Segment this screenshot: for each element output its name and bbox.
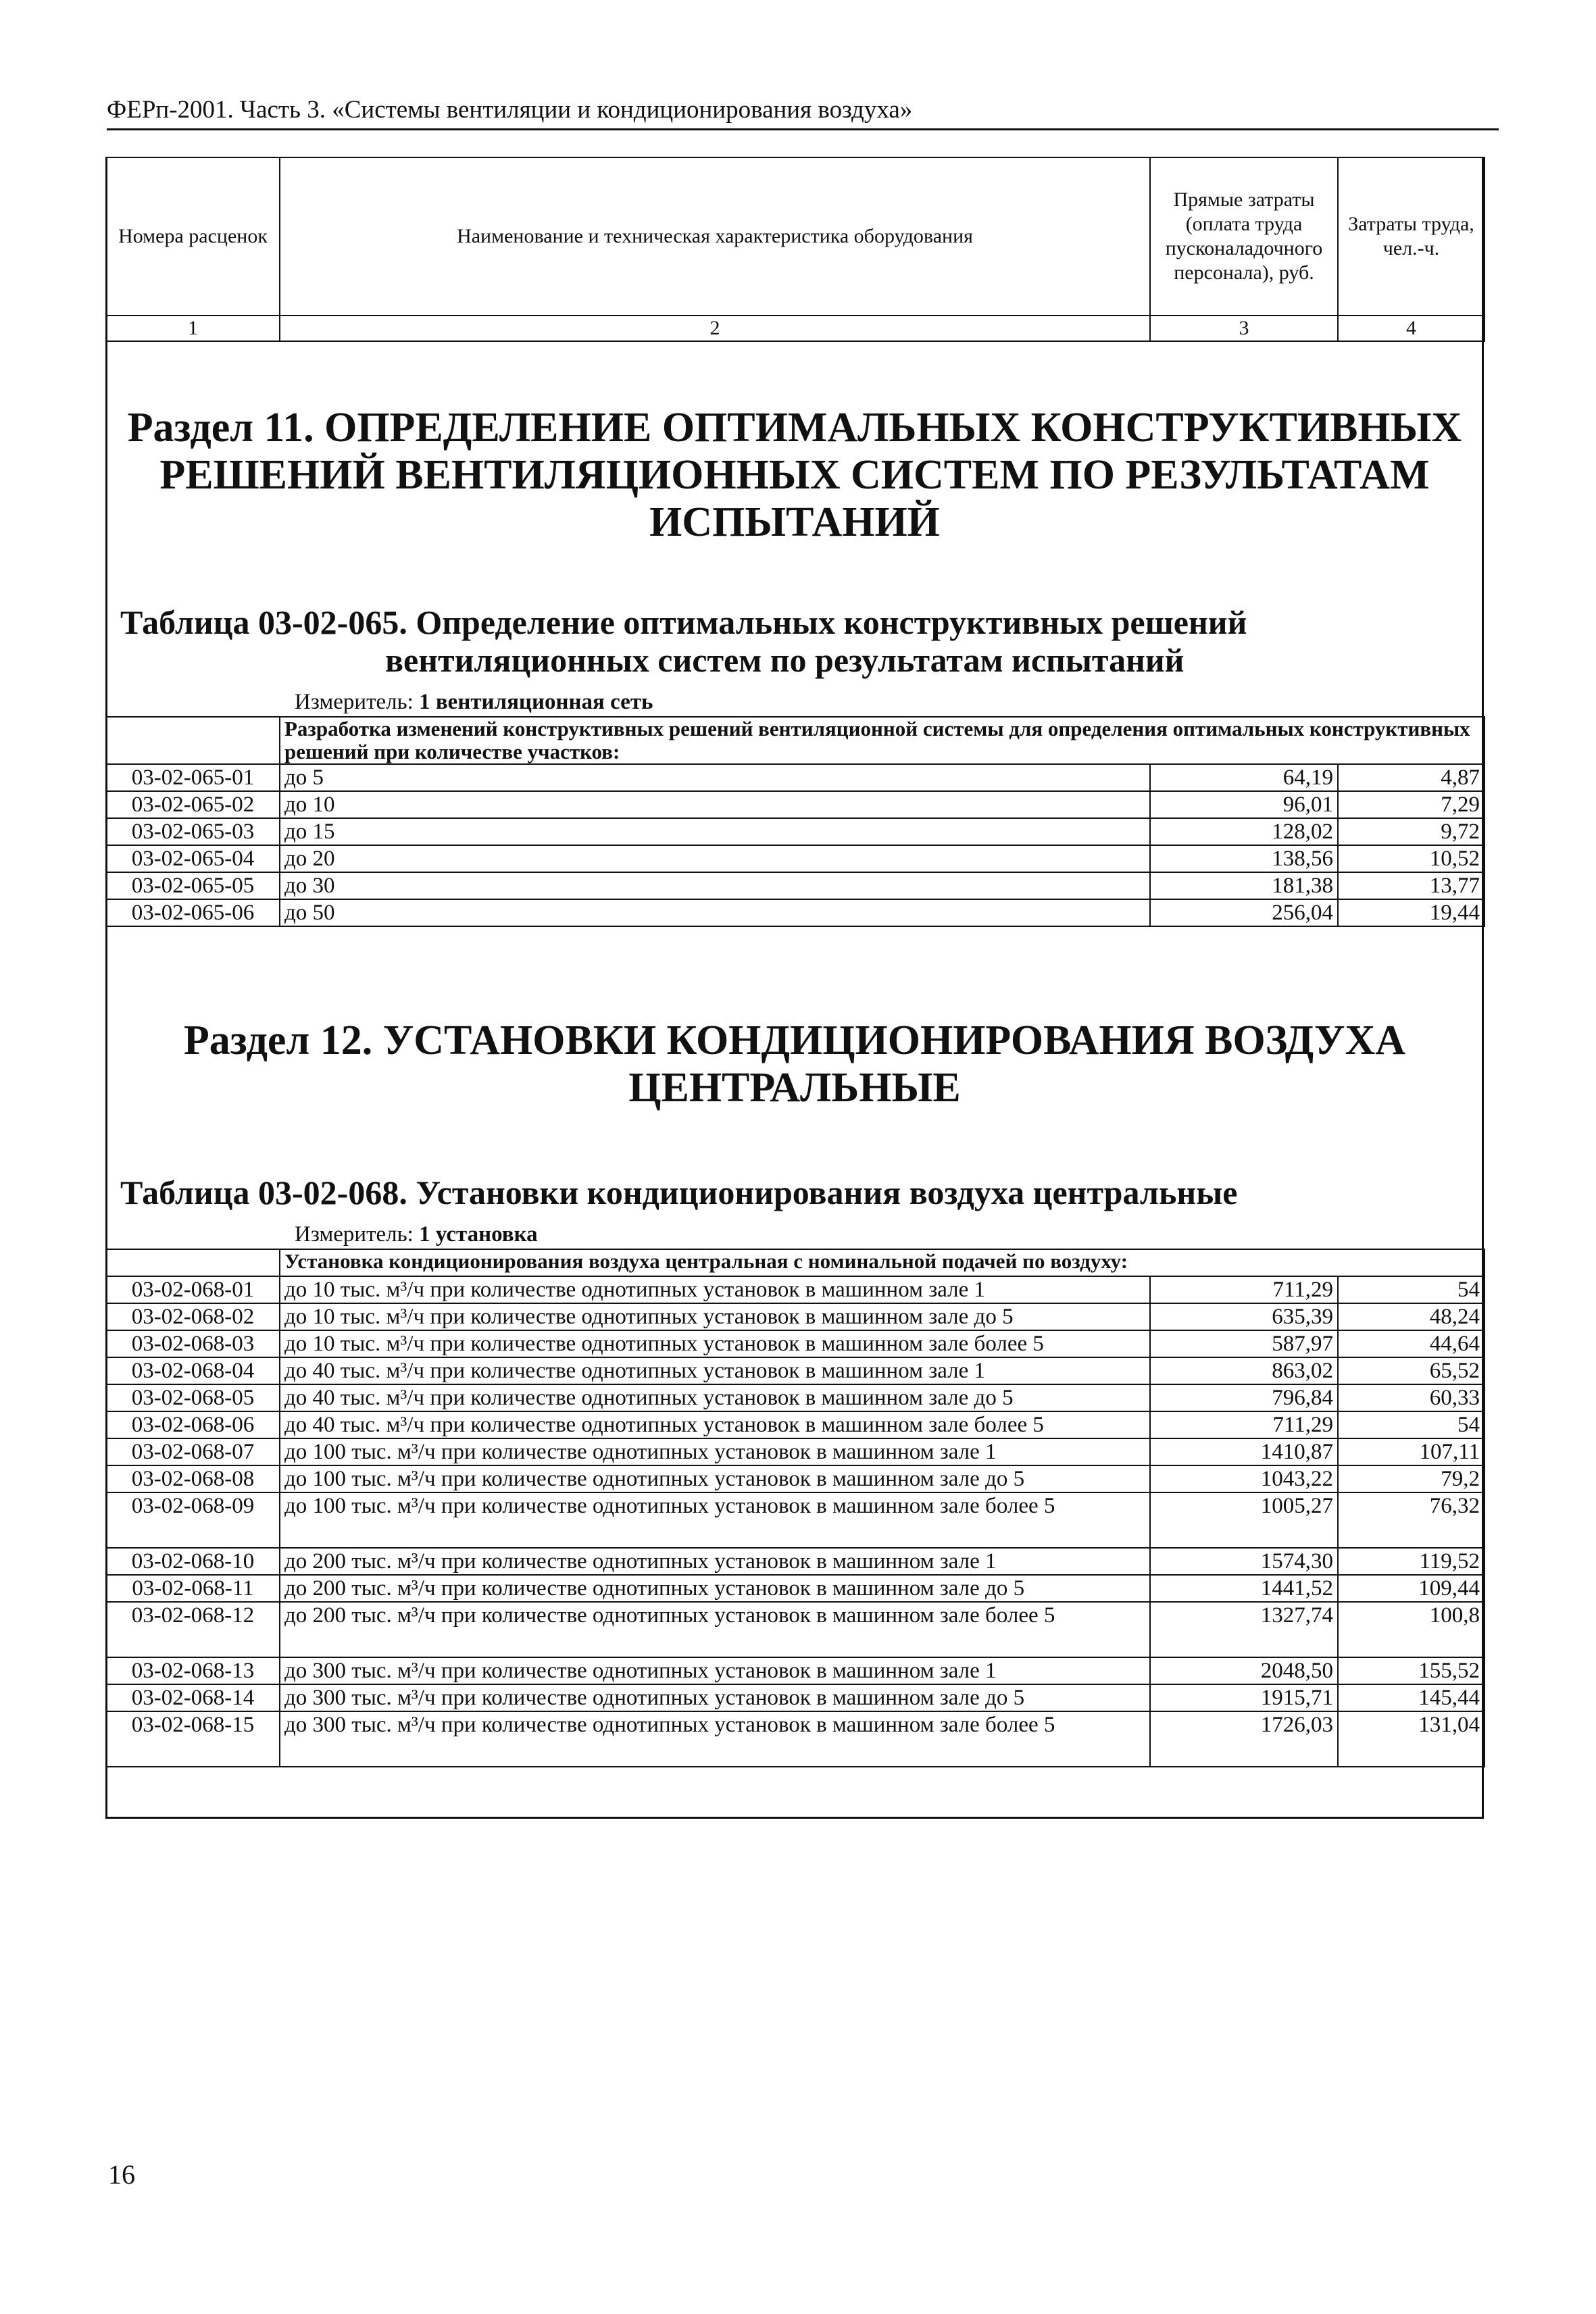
table-row xyxy=(106,1492,1485,1548)
rate-name: до 30 xyxy=(280,872,1150,899)
labor-cost: 79,2 xyxy=(1338,1465,1485,1492)
document-title: ФЕРп-2001. Часть 3. «Системы вентиляции и кондиционирования воздуха» xyxy=(107,96,913,124)
direct-cost: 711,29 xyxy=(1150,1276,1338,1303)
table-row xyxy=(106,1303,1485,1330)
labor-cost: 48,24 xyxy=(1338,1303,1485,1330)
table-068 xyxy=(105,1249,1485,1767)
rate-code: 03-02-068-09 xyxy=(106,1492,280,1548)
rate-name: до 10 тыс. м³/ч при количестве однотипных установок в машинном зале 1 xyxy=(280,1276,1150,1303)
rate-code: 03-02-065-01 xyxy=(106,764,280,791)
table-row xyxy=(106,1711,1485,1767)
table-row xyxy=(106,1575,1485,1602)
direct-cost: 1574,30 xyxy=(1150,1548,1338,1575)
rate-code: 03-02-068-14 xyxy=(106,1684,280,1711)
direct-cost: 1441,52 xyxy=(1150,1575,1338,1602)
rate-name: до 300 тыс. м³/ч при количестве однотипных установок в машинном зале более 5 xyxy=(280,1711,1150,1767)
labor-cost: 155,52 xyxy=(1338,1657,1485,1684)
labor-cost: 10,52 xyxy=(1338,845,1485,872)
rate-name: до 100 тыс. м³/ч при количестве однотипных установок в машинном зале до 5 xyxy=(280,1465,1150,1492)
page-number: 16 xyxy=(108,2159,135,2190)
direct-cost: 1005,27 xyxy=(1150,1492,1338,1548)
col-number-4: 4 xyxy=(1338,316,1485,341)
direct-cost: 2048,50 xyxy=(1150,1657,1338,1684)
labor-cost: 60,33 xyxy=(1338,1384,1485,1411)
col-header-cost: Прямые затраты (оплата труда пусконаладочного персонала), руб. xyxy=(1150,157,1338,316)
labor-cost: 19,44 xyxy=(1338,899,1485,926)
rate-code: 03-02-068-15 xyxy=(106,1711,280,1767)
labor-cost: 107,11 xyxy=(1338,1438,1485,1465)
table-row xyxy=(106,818,1485,845)
table-068-measure: Измеритель: 1 установка xyxy=(295,1222,538,1247)
rate-code: 03-02-068-10 xyxy=(106,1548,280,1575)
rate-code: 03-02-068-11 xyxy=(106,1575,280,1602)
rate-name: до 100 тыс. м³/ч при количестве однотипных установок в машинном зале 1 xyxy=(280,1438,1150,1465)
rate-code: 03-02-068-04 xyxy=(106,1357,280,1384)
direct-cost: 1915,71 xyxy=(1150,1684,1338,1711)
table-068-group-label: Установка кондиционирования воздуха центральная с номинальной подачей по воздуху: xyxy=(280,1249,1485,1276)
rate-name: до 10 тыс. м³/ч при количестве однотипных установок в машинном зале до 5 xyxy=(280,1303,1150,1330)
rate-code: 03-02-065-02 xyxy=(106,791,280,818)
labor-cost: 145,44 xyxy=(1338,1684,1485,1711)
section-12-title: Раздел 12. УСТАНОВКИ КОНДИЦИОНИРОВАНИЯ ВОЗДУХА ЦЕНТРАЛЬНЫЕ xyxy=(183,1017,1406,1111)
rate-code: 03-02-065-05 xyxy=(106,872,280,899)
labor-cost: 100,8 xyxy=(1338,1602,1485,1657)
table-row xyxy=(106,1548,1485,1575)
column-header-table xyxy=(105,157,1485,342)
direct-cost: 138,56 xyxy=(1150,845,1338,872)
direct-cost: 587,97 xyxy=(1150,1330,1338,1357)
table-065 xyxy=(105,716,1485,927)
table-row xyxy=(106,899,1485,926)
table-row xyxy=(106,872,1485,899)
rate-name: до 40 тыс. м³/ч при количестве однотипных установок в машинном зале более 5 xyxy=(280,1411,1150,1438)
col-header-labor: Затраты труда, чел.-ч. xyxy=(1338,157,1485,316)
direct-cost: 1043,22 xyxy=(1150,1465,1338,1492)
rate-name: до 40 тыс. м³/ч при количестве однотипных установок в машинном зале до 5 xyxy=(280,1384,1150,1411)
rate-code: 03-02-068-13 xyxy=(106,1657,280,1684)
rate-name: до 300 тыс. м³/ч при количестве однотипных установок в машинном зале до 5 xyxy=(280,1684,1150,1711)
rate-code: 03-02-068-06 xyxy=(106,1411,280,1438)
table-068-title: Таблица 03-02-068. Установки кондиционирования воздуха центральные xyxy=(120,1174,1238,1211)
rate-name: до 200 тыс. м³/ч при количестве однотипных установок в машинном зале до 5 xyxy=(280,1575,1150,1602)
labor-cost: 131,04 xyxy=(1338,1711,1485,1767)
direct-cost: 128,02 xyxy=(1150,818,1338,845)
rate-code: 03-02-068-05 xyxy=(106,1384,280,1411)
table-row xyxy=(106,1657,1485,1684)
table-row xyxy=(106,1384,1485,1411)
table-row xyxy=(106,1684,1485,1711)
table-065-group-label: Разработка изменений конструктивных решений вентиляционной системы для определения оптимальных конструктивных решений при количестве участков: xyxy=(280,717,1485,764)
rate-name: до 50 xyxy=(280,899,1150,926)
rate-name: до 20 xyxy=(280,845,1150,872)
table-row xyxy=(106,1276,1485,1303)
direct-cost: 1410,87 xyxy=(1150,1438,1338,1465)
rate-name: до 15 xyxy=(280,818,1150,845)
rate-name: до 5 xyxy=(280,764,1150,791)
direct-cost: 64,19 xyxy=(1150,764,1338,791)
table-row xyxy=(106,1357,1485,1384)
labor-cost: 4,87 xyxy=(1338,764,1485,791)
rate-code: 03-02-068-08 xyxy=(106,1465,280,1492)
direct-cost: 863,02 xyxy=(1150,1357,1338,1384)
labor-cost: 13,77 xyxy=(1338,872,1485,899)
rate-code: 03-02-065-04 xyxy=(106,845,280,872)
section-11-title: Раздел 11. ОПРЕДЕЛЕНИЕ ОПТИМАЛЬНЫХ КОНСТРУКТИВНЫХ РЕШЕНИЙ ВЕНТИЛЯЦИОННЫХ СИСТЕМ ПО РЕЗУЛЬТАТАМ ИСПЫТАНИЙ xyxy=(127,405,1462,545)
rate-name: до 10 тыс. м³/ч при количестве однотипных установок в машинном зале более 5 xyxy=(280,1330,1150,1357)
table-row xyxy=(106,1438,1485,1465)
direct-cost: 181,38 xyxy=(1150,872,1338,899)
direct-cost: 1327,74 xyxy=(1150,1602,1338,1657)
labor-cost: 76,32 xyxy=(1338,1492,1485,1548)
rate-name: до 100 тыс. м³/ч при количестве однотипных установок в машинном зале более 5 xyxy=(280,1492,1150,1548)
labor-cost: 44,64 xyxy=(1338,1330,1485,1357)
rate-name: до 200 тыс. м³/ч при количестве однотипных установок в машинном зале более 5 xyxy=(280,1602,1150,1657)
rate-code: 03-02-068-01 xyxy=(106,1276,280,1303)
table-065-measure: Измеритель: 1 вентиляционная сеть xyxy=(295,690,653,714)
labor-cost: 7,29 xyxy=(1338,791,1485,818)
rate-name: до 200 тыс. м³/ч при количестве однотипных установок в машинном зале 1 xyxy=(280,1548,1150,1575)
labor-cost: 119,52 xyxy=(1338,1548,1485,1575)
direct-cost: 96,01 xyxy=(1150,791,1338,818)
rate-name: до 300 тыс. м³/ч при количестве однотипных установок в машинном зале 1 xyxy=(280,1657,1150,1684)
table-row xyxy=(106,1465,1485,1492)
labor-cost: 65,52 xyxy=(1338,1357,1485,1384)
col-number-2: 2 xyxy=(280,316,1150,341)
direct-cost: 256,04 xyxy=(1150,899,1338,926)
rate-name: до 40 тыс. м³/ч при количестве однотипных установок в машинном зале 1 xyxy=(280,1357,1150,1384)
rate-code: 03-02-068-12 xyxy=(106,1602,280,1657)
col-number-1: 1 xyxy=(106,316,280,341)
page-header xyxy=(107,95,1499,130)
table-065-title: Таблица 03-02-065. Определение оптимальных конструктивных решений вентиляционных систем по результатам испытаний xyxy=(120,603,1247,679)
rate-code: 03-02-068-07 xyxy=(106,1438,280,1465)
rate-code: 03-02-068-03 xyxy=(106,1330,280,1357)
direct-cost: 711,29 xyxy=(1150,1411,1338,1438)
col-header-codes: Номера расценок xyxy=(106,157,280,316)
labor-cost: 54 xyxy=(1338,1411,1485,1438)
table-row xyxy=(106,1602,1485,1657)
labor-cost: 9,72 xyxy=(1338,818,1485,845)
labor-cost: 109,44 xyxy=(1338,1575,1485,1602)
table-row xyxy=(106,764,1485,791)
rate-code: 03-02-068-02 xyxy=(106,1303,280,1330)
col-header-name: Наименование и техническая характеристика оборудования xyxy=(280,157,1150,316)
direct-cost: 1726,03 xyxy=(1150,1711,1338,1767)
direct-cost: 796,84 xyxy=(1150,1384,1338,1411)
direct-cost: 635,39 xyxy=(1150,1303,1338,1330)
table-row xyxy=(106,845,1485,872)
labor-cost: 54 xyxy=(1338,1276,1485,1303)
rate-code: 03-02-065-06 xyxy=(106,899,280,926)
table-row xyxy=(106,791,1485,818)
rate-code: 03-02-065-03 xyxy=(106,818,280,845)
table-row xyxy=(106,1330,1485,1357)
col-number-3: 3 xyxy=(1150,316,1338,341)
rate-name: до 10 xyxy=(280,791,1150,818)
table-row xyxy=(106,1411,1485,1438)
